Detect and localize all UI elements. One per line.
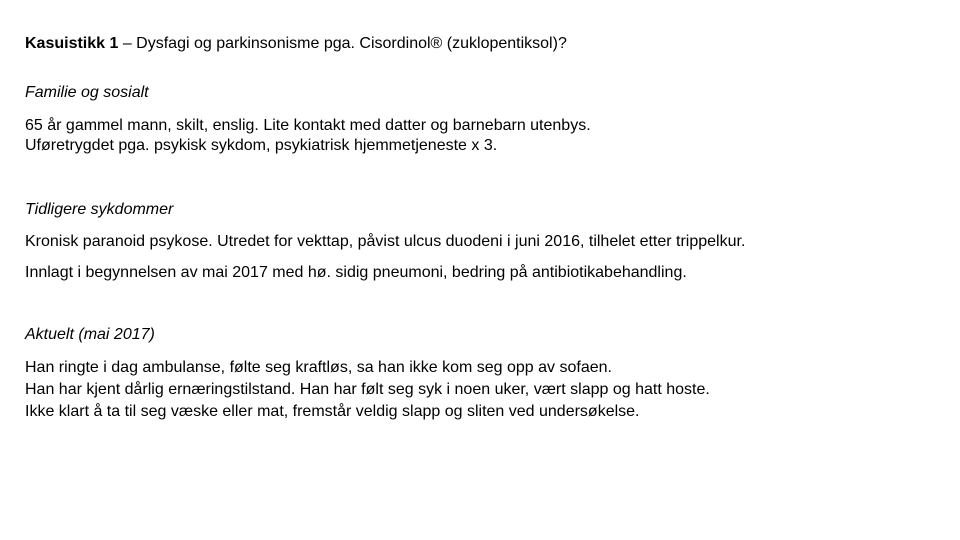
current-line-1: Han ringte i dag ambulanse, følte seg kraftløs, sa han ikke kom seg opp av sofaen. <box>25 359 612 376</box>
slide-title <box>25 34 567 54</box>
section-heading-current: Aktuelt (mai 2017) <box>25 326 155 343</box>
section-heading-history: Tidligere sykdommer <box>25 201 174 218</box>
history-line-2: Innlagt i begynnelsen av mai 2017 med hø. sidig pneumoni, bedring på antibiotikabehandling. <box>25 264 687 281</box>
current-line-3: Ikke klart å ta til seg væske eller mat, fremstår veldig slapp og sliten ved undersøkelse. <box>25 403 640 420</box>
current-line-2: Han har kjent dårlig ernæringstilstand. Han har følt seg syk i noen uker, vært slapp og hatt hoste. <box>25 381 710 398</box>
section-heading-family: Familie og sosialt <box>25 84 149 101</box>
history-line-1: Kronisk paranoid psykose. Utredet for vekttap, påvist ulcus duodeni i juni 2016, tilhelet etter trippelkur. <box>25 233 746 250</box>
case-label: Kasuistikk 1 <box>25 35 119 52</box>
case-subtitle: – Dysfagi og parkinsonisme pga. Cisordinol® (zuklopentiksol)? <box>118 35 567 52</box>
family-line-1: 65 år gammel mann, skilt, enslig. Lite kontakt med datter og barnebarn utenbys. <box>25 117 591 134</box>
family-line-2: Uføretrygdet pga. psykisk sykdom, psykiatrisk hjemmetjeneste x 3. <box>25 137 498 154</box>
